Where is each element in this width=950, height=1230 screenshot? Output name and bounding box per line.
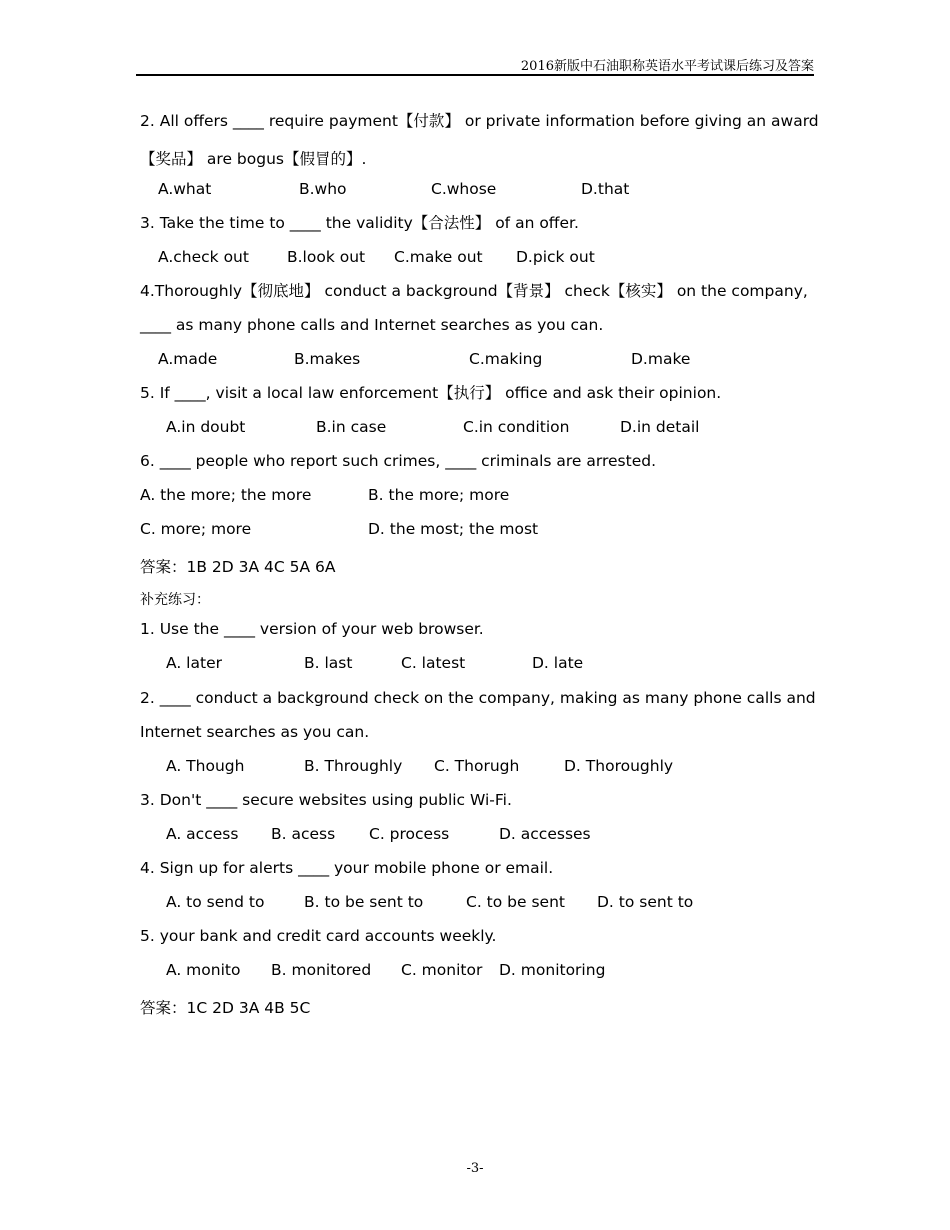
supp-question-5-text: 5. your bank and credit card accounts weekly.: [140, 927, 497, 945]
q6-option-d: D. the most; the most: [368, 520, 539, 538]
supp-question-4-text: 4. Sign up for alerts ____ your mobile phone or email.: [140, 859, 554, 877]
supp-question-1-text: 1. Use the ____ version of your web browser.: [140, 620, 484, 638]
supp-question-2-text-cont: Internet searches as you can.: [140, 723, 370, 741]
supp-q4-option-c: C. to be sent: [466, 893, 565, 911]
supp-q3-option-c: C. process: [369, 825, 450, 843]
supp-q5-option-d: D. monitoring: [499, 961, 606, 979]
q3-option-c: C.make out: [394, 248, 483, 266]
supp-q5-option-c: C. monitor: [401, 961, 483, 979]
question-4-text: 4.Thoroughly【彻底地】 conduct a background【背景】 check【核实】 on the company,: [140, 282, 808, 300]
supp-q1-option-d: D. late: [532, 654, 584, 672]
supp-q3-option-a: A. access: [166, 825, 239, 843]
q6-option-a: A. the more; the more: [140, 486, 312, 504]
supp-q5-option-a: A. monito: [166, 961, 241, 979]
section-title-supplementary: 补充练习：: [140, 592, 210, 608]
question-2-text-cont: 【奖品】 are bogus【假冒的】.: [140, 150, 367, 168]
supp-q3-option-b: B. acess: [271, 825, 336, 843]
question-3-text: 3. Take the time to ____ the validity【合法性】 of an offer.: [140, 214, 579, 232]
q4-option-b: B.makes: [294, 350, 361, 368]
supp-q1-option-b: B. last: [304, 654, 353, 672]
question-5-text: 5. If ____, visit a local law enforcement【执行】 office and ask their opinion.: [140, 384, 722, 402]
q2-option-b: B.who: [299, 180, 347, 198]
q5-option-a: A.in doubt: [166, 418, 246, 436]
supp-q1-option-c: C. latest: [401, 654, 466, 672]
supp-q2-option-c: C. Thorugh: [434, 757, 520, 775]
page-header: 2016新版中石油职称英语水平考试课后练习及答案: [520, 59, 814, 74]
header-rule: [136, 74, 814, 76]
q2-option-a: A.what: [158, 180, 212, 198]
q3-option-a: A.check out: [158, 248, 249, 266]
answer-key-2: 答案：1C 2D 3A 4B 5C: [140, 999, 311, 1017]
supp-q3-option-d: D. accesses: [499, 825, 591, 843]
q2-option-d: D.that: [581, 180, 630, 198]
supp-q1-option-a: A. later: [166, 654, 222, 672]
question-2-text: 2. All offers ____ require payment【付款】 or private information before giving an award: [140, 112, 819, 130]
q3-option-d: D.pick out: [516, 248, 595, 266]
supp-q4-option-d: D. to sent to: [597, 893, 694, 911]
page-number: -3-: [466, 1161, 484, 1176]
q2-option-c: C.whose: [431, 180, 497, 198]
supp-question-3-text: 3. Don't ____ secure websites using public Wi-Fi.: [140, 791, 512, 809]
supp-question-2-text: 2. ____ conduct a background check on the company, making as many phone calls and: [140, 689, 816, 707]
q5-option-c: C.in condition: [463, 418, 570, 436]
q4-option-c: C.making: [469, 350, 543, 368]
supp-q4-option-a: A. to send to: [166, 893, 265, 911]
q6-option-b: B. the more; more: [368, 486, 510, 504]
q4-option-d: D.make: [631, 350, 691, 368]
q6-option-c: C. more; more: [140, 520, 252, 538]
q5-option-d: D.in detail: [620, 418, 700, 436]
supp-q4-option-b: B. to be sent to: [304, 893, 424, 911]
q5-option-b: B.in case: [316, 418, 387, 436]
supp-q2-option-d: D. Thoroughly: [564, 757, 674, 775]
answer-key-1: 答案：1B 2D 3A 4C 5A 6A: [140, 558, 336, 576]
supp-q2-option-b: B. Throughly: [304, 757, 403, 775]
supp-q5-option-b: B. monitored: [271, 961, 372, 979]
question-4-text-cont: ____ as many phone calls and Internet searches as you can.: [140, 316, 604, 334]
q4-option-a: A.made: [158, 350, 218, 368]
q3-option-b: B.look out: [287, 248, 366, 266]
supp-q2-option-a: A. Though: [166, 757, 245, 775]
question-6-text: 6. ____ people who report such crimes, ____ criminals are arrested.: [140, 452, 657, 470]
